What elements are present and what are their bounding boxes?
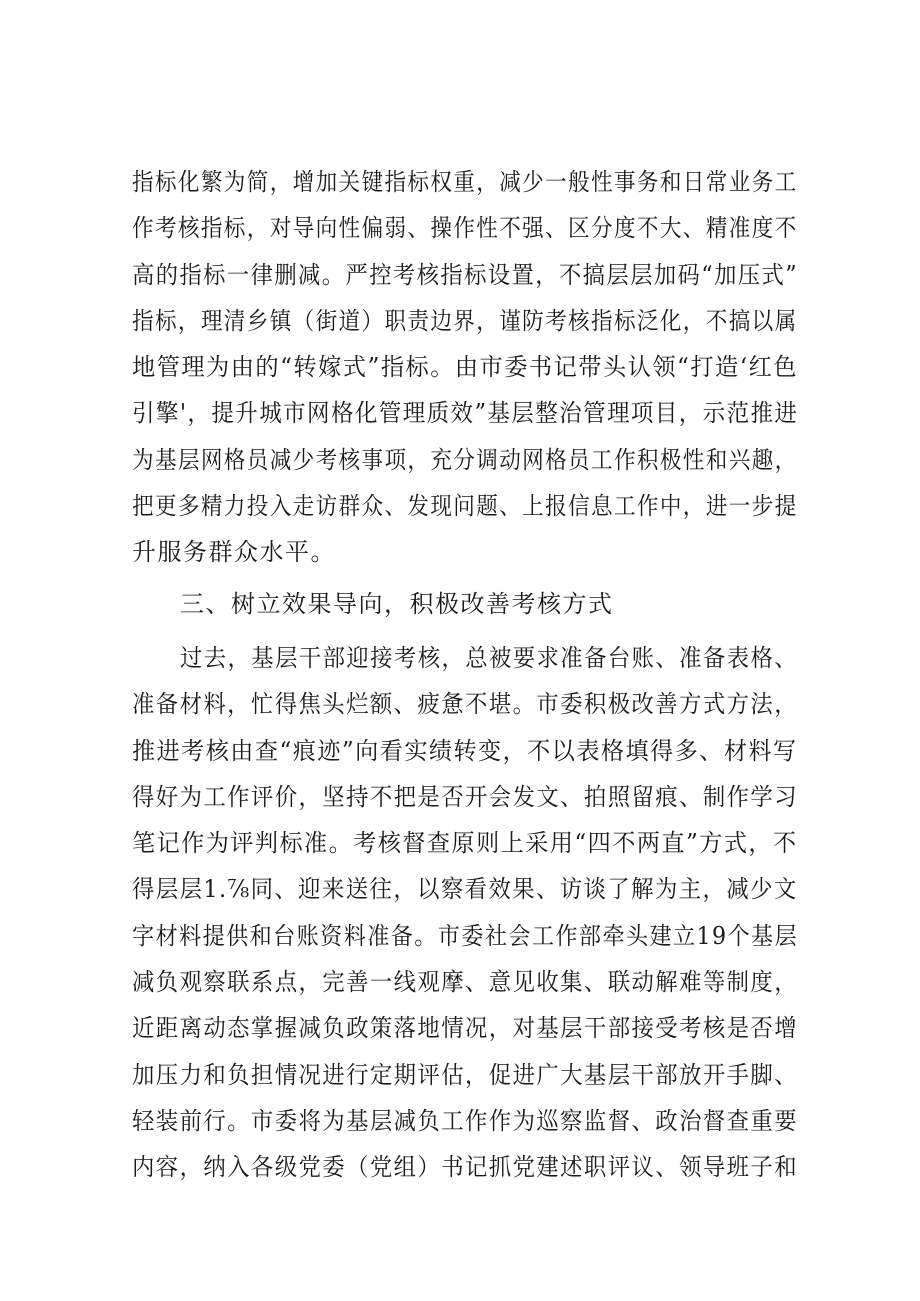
text-line: 加压力和负担情况进行定期评估，促进广大基层干部放开手脚、 bbox=[132, 1060, 798, 1089]
text-line: 过去，基层干部迎接考核，总被要求准备台账、准备表格、 bbox=[180, 643, 798, 672]
text-line: 为基层网格员减少考核事项，充分调动网格员工作积极性和兴趣， bbox=[132, 445, 798, 474]
text-line: 轻装前行。市委将为基层减负工作作为巡察监督、政治督查重要 bbox=[132, 1106, 798, 1135]
text-line: 地管理为由的“转嫁式”指标。由市委书记带头认领“打造‘红色 bbox=[132, 353, 798, 382]
text-line: 减负观察联系点，完善一线观摩、意见收集、联动解难等制度， bbox=[132, 968, 798, 997]
document-body bbox=[132, 159, 798, 1191]
paragraph-1 bbox=[132, 159, 798, 576]
text-line: 笔记作为评判标准。考核督查原则上采用“四不两直”方式，不 bbox=[132, 829, 798, 858]
paragraph-2 bbox=[132, 635, 798, 1191]
text-line: 指标，理清乡镇（街道）职责边界，谨防考核指标泛化，不搞以属 bbox=[132, 306, 798, 335]
text-line: 作考核指标，对导向性偏弱、操作性不强、区分度不大、精准度不 bbox=[132, 214, 798, 243]
text-line: 推进考核由查“痕迹”向看实绩转变，不以表格填得多、材料写 bbox=[132, 736, 798, 765]
text-line: 字材料提供和台账资料准备。市委社会工作部牵头建立19个基层 bbox=[132, 921, 799, 950]
text-line: 升服务群众水平。 bbox=[132, 538, 336, 567]
text-line: 引擎'，提升城市网格化管理质效”基层整治管理项目，示范推进 bbox=[132, 399, 799, 428]
text-line: 把更多精力投入走访群众、发现问题、上报信息工作中，进一步提 bbox=[132, 492, 798, 521]
text-line: 高的指标一律删减。严控考核指标设置，不搞层层加码“加压式” bbox=[132, 260, 799, 289]
text-line: 得层层1.⅞同、迎来送往，以察看效果、访谈了解为主，减少文 bbox=[132, 875, 798, 904]
text-line: 指标化繁为简，增加关键指标权重，减少一般性事务和日常业务工 bbox=[132, 168, 798, 196]
text-line: 内容，纳入各级党委（党组）书记抓党建述职评议、领导班子和 bbox=[132, 1153, 798, 1182]
text-line: 准备材料，忙得焦头烂额、疲惫不堪。市委积极改善方式方法， bbox=[132, 690, 798, 719]
text-line: 近距离动态掌握减负政策落地情况，对基层干部接受考核是否增 bbox=[132, 1014, 798, 1043]
section-heading: 三、树立效果导向，积极改善考核方式 bbox=[180, 589, 614, 618]
text-line: 得好为工作评价，坚持不把是否开会发文、拍照留痕、制作学习 bbox=[132, 782, 798, 811]
